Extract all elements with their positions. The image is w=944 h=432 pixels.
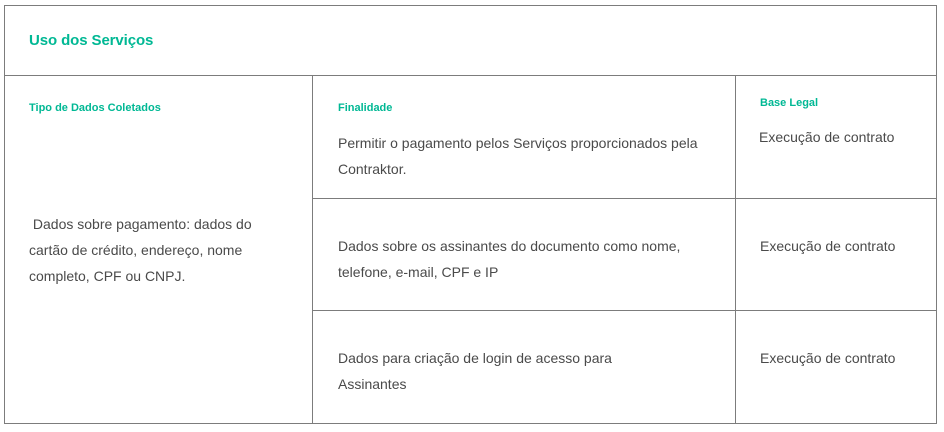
table-border-header-bottom <box>4 75 937 76</box>
table-border-top <box>4 5 937 6</box>
table-border-left <box>4 5 5 424</box>
legal-basis-cell-row-3: Execução de contrato <box>760 350 896 366</box>
section-title: Uso dos Serviços <box>29 32 154 49</box>
purpose-cell-row-1: Permitir o pagamento pelos Serviços proporcionados pela Contraktor. <box>338 135 698 177</box>
data-type-cell: Dados sobre pagamento: dados do cartão de crédito, endereço, nome completo, CPF ou CNPJ. <box>29 216 256 284</box>
purpose-cell-row-2: Dados sobre os assinantes do documento como nome, telefone, e-mail, CPF e IP <box>338 238 681 280</box>
column-divider-2 <box>735 75 736 424</box>
row-divider-1 <box>312 198 936 199</box>
header-legal-basis: Base Legal <box>760 97 819 109</box>
row-divider-2 <box>312 310 936 311</box>
legal-basis-cell-row-2: Execução de contrato <box>760 238 896 254</box>
header-data-type: Tipo de Dados Coletados <box>29 102 161 114</box>
table-border-right <box>936 5 937 424</box>
purpose-cell-row-3: Dados para criação de login de acesso para Assinantes <box>338 350 612 392</box>
header-purpose: Finalidade <box>338 102 393 114</box>
legal-basis-cell-row-1: Execução de contrato <box>759 129 895 145</box>
column-divider-1 <box>312 75 313 424</box>
table-border-bottom <box>4 423 937 424</box>
